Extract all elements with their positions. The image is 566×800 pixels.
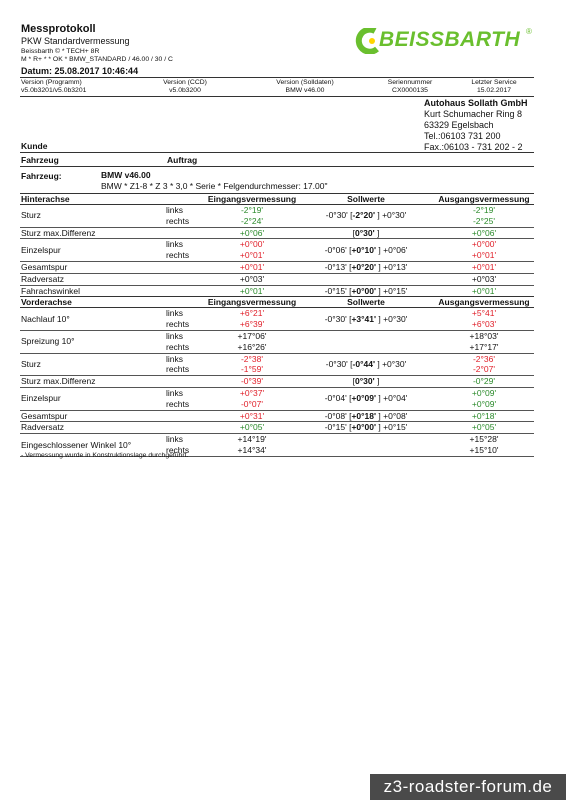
soll-value: -2°20' bbox=[352, 210, 375, 221]
eingang-value: -0°39' bbox=[240, 376, 264, 387]
ausgang-value: +0°09' bbox=[471, 388, 497, 398]
col-ausgang: Ausgangsvermessung bbox=[438, 194, 530, 204]
ausgang-value: +17°17' bbox=[469, 341, 499, 352]
fahrzeug-details: BMW * Z1-8 * Z 3 * 3,0 * Serie * Felgendurchmesser: 17.00" bbox=[101, 181, 328, 191]
soll-max: +0°08' bbox=[383, 410, 408, 421]
row-name: Fahrachswinkel bbox=[21, 285, 81, 296]
ausgang-value: +0°03' bbox=[471, 273, 497, 284]
fahrzeug-model: BMW v46.00 bbox=[101, 170, 151, 180]
side-label: links bbox=[166, 353, 184, 364]
ausgang-value: -2°25' bbox=[472, 215, 496, 226]
side-label: links bbox=[166, 308, 184, 319]
soll-min: -0°30' bbox=[324, 313, 347, 324]
version-label: Version (Programm) bbox=[21, 79, 82, 86]
soll-value: +0°00' bbox=[351, 285, 377, 296]
ausgang-value: +0°00' bbox=[471, 239, 497, 250]
ausgang-value: +0°01' bbox=[471, 262, 497, 272]
sollwert: -0°13' [+0°20' ] +0°13' bbox=[324, 261, 408, 272]
version-label: Seriennummer bbox=[387, 79, 433, 86]
footnote: - Vermessung wurde in Konstruktionslage durchgeführt. bbox=[21, 452, 189, 459]
soll-max: +0°06' bbox=[383, 244, 408, 255]
device-line: Beissbarth © * TECH+ 8R bbox=[21, 48, 100, 55]
side-label: rechts bbox=[166, 445, 190, 455]
soll-value: +0°20' bbox=[351, 261, 377, 272]
side-label: rechts bbox=[166, 319, 190, 330]
auftrag-label: Auftrag bbox=[167, 155, 198, 165]
version-label: Version (CCD) bbox=[163, 79, 207, 86]
program-line: M * R+ * * OK * BMW_STANDARD / 46.00 / 30 / C bbox=[21, 56, 173, 63]
beissbarth-logo bbox=[355, 27, 535, 55]
ausgang-value: +0°06' bbox=[471, 227, 497, 238]
soll-value: 0°30' bbox=[355, 376, 375, 387]
soll-max: +0°15' bbox=[383, 285, 408, 296]
side-label: rechts bbox=[166, 215, 190, 226]
brand-name: BEISSBARTH bbox=[379, 28, 521, 51]
col-soll: Sollwerte bbox=[347, 297, 385, 308]
ausgang-value: -0°29' bbox=[472, 376, 496, 387]
row-name: Gesamtspur bbox=[21, 261, 68, 272]
sollwert: -0°30' [-2°20' ] +0°30' bbox=[325, 210, 407, 221]
row-name: Eingeschlossener Winkel 10° bbox=[21, 439, 132, 450]
soll-max: +0°04' bbox=[383, 393, 408, 404]
soll-min: -0°15' bbox=[324, 285, 347, 296]
row-name: Nachlauf 10° bbox=[21, 313, 70, 324]
soll-min: -0°08' bbox=[324, 410, 347, 421]
ausgang-value: +18°03' bbox=[469, 331, 499, 341]
eingang-value: +6°39' bbox=[239, 319, 265, 330]
sollwert: -0°30' [+3°41' ] +0°30' bbox=[324, 313, 408, 324]
version-value: v5.0b3200 bbox=[169, 87, 201, 94]
version-value: BMW v46.00 bbox=[285, 87, 325, 94]
sollwert: -0°08' [+0°18' ] +0°08' bbox=[324, 410, 408, 421]
row-name: Radversatz bbox=[21, 422, 64, 433]
row-name: Einzelspur bbox=[21, 393, 61, 404]
ausgang-value: -2°07' bbox=[472, 364, 496, 375]
eingang-value: +0°05' bbox=[239, 422, 265, 433]
soll-value: 0°30' bbox=[355, 227, 375, 238]
soll-max: +0°30' bbox=[382, 210, 407, 221]
ausgang-value: +0°05' bbox=[471, 422, 497, 433]
version-label: Version (Solldaten) bbox=[276, 79, 334, 86]
ausgang-value: -2°36' bbox=[472, 353, 496, 364]
ausgang-value: -2°19' bbox=[472, 205, 496, 215]
side-label: links bbox=[166, 331, 184, 341]
eingang-value: +0°00' bbox=[239, 239, 265, 250]
row-name: Sturz max.Differenz bbox=[21, 227, 96, 238]
document-title: Messprotokoll bbox=[21, 23, 96, 35]
eingang-value: +0°01' bbox=[239, 285, 265, 296]
eingang-value: +14°19' bbox=[237, 434, 267, 445]
eingang-value: +0°37' bbox=[239, 388, 265, 398]
sollwert: -0°06' [+0°10' ] +0°06' bbox=[324, 244, 408, 255]
version-value: 15.02.2017 bbox=[476, 87, 512, 94]
row-name: Gesamtspur bbox=[21, 410, 68, 421]
soll-min: -0°30' bbox=[325, 210, 348, 221]
eingang-value: -0°07' bbox=[240, 398, 264, 409]
side-label: rechts bbox=[166, 398, 190, 409]
sollwert: -0°15' [+0°00' ] +0°15' bbox=[324, 285, 408, 296]
fahrzeug-heading: Fahrzeug bbox=[21, 155, 59, 165]
col-ausgang: Ausgangsvermessung bbox=[438, 297, 530, 308]
soll-min: -0°30' bbox=[325, 358, 348, 369]
eingang-value: +16°26' bbox=[237, 341, 267, 352]
soll-value: +0°18' bbox=[351, 410, 377, 421]
eingang-value: +14°34' bbox=[237, 445, 267, 455]
row-name: Spreizung 10° bbox=[21, 336, 75, 347]
ausgang-value: +5°41' bbox=[471, 308, 497, 319]
col-eingang: Eingangsvermessung bbox=[207, 194, 297, 204]
soll-max: +0°15' bbox=[383, 422, 408, 433]
soll-value: +0°00' bbox=[351, 422, 377, 433]
address-line: Autohaus Sollath GmbH bbox=[424, 98, 528, 108]
ausgang-value: +0°18' bbox=[471, 410, 497, 421]
address-line: Tel.:06103 731 200 bbox=[424, 131, 501, 141]
address-line: 63329 Egelsbach bbox=[424, 120, 494, 130]
soll-min: -0°15' bbox=[324, 422, 347, 433]
col-eingang: Eingangsvermessung bbox=[207, 297, 297, 308]
ausgang-value: +0°01' bbox=[471, 250, 497, 261]
kunde-label: Kunde bbox=[21, 141, 48, 151]
side-label: links bbox=[166, 239, 184, 250]
sollwert: -0°15' [+0°00' ] +0°15' bbox=[324, 422, 408, 433]
watermark: z3-roadster-forum.de bbox=[370, 774, 566, 800]
eingang-value: +0°31' bbox=[239, 410, 265, 421]
sollwert: -0°04' [+0°09' ] +0°04' bbox=[324, 393, 408, 404]
ausgang-value: +0°01' bbox=[471, 285, 497, 296]
soll-value: -0°44' bbox=[352, 358, 375, 369]
ausgang-value: +15°28' bbox=[469, 434, 499, 445]
eingang-value: +0°03' bbox=[239, 273, 265, 284]
row-name: Radversatz bbox=[21, 273, 64, 284]
address-line: Kurt Schumacher Ring 8 bbox=[424, 109, 523, 119]
soll-value: +3°41' bbox=[351, 313, 377, 324]
side-label: rechts bbox=[166, 341, 190, 352]
ausgang-value: +6°03' bbox=[471, 319, 497, 330]
datum: Datum: 25.08.2017 10:46:44 bbox=[21, 66, 139, 76]
side-label: rechts bbox=[166, 364, 190, 375]
eingang-value: +0°01' bbox=[239, 262, 265, 272]
fahrzeug-label: Fahrzeug: bbox=[21, 171, 62, 181]
eingang-value: -2°38' bbox=[240, 353, 264, 364]
vorderachse-title: Vorderachse bbox=[21, 297, 72, 308]
side-label: links bbox=[166, 388, 184, 398]
row-name: Sturz bbox=[21, 358, 41, 369]
row-name: Sturz bbox=[21, 210, 41, 221]
eingang-value: +17°06' bbox=[237, 331, 267, 341]
eingang-value: -1°59' bbox=[240, 364, 264, 375]
sollwert: [0°30' ] bbox=[352, 376, 380, 387]
soll-min: -0°04' bbox=[324, 393, 347, 404]
soll-max: +0°30' bbox=[383, 313, 408, 324]
address-line: Fax.:06103 - 731 202 - 2 bbox=[424, 142, 523, 152]
side-label: rechts bbox=[166, 250, 190, 261]
ausgang-value: +15°10' bbox=[469, 445, 499, 455]
sollwert: [0°30' ] bbox=[352, 227, 380, 238]
hinterachse-title: Hinterachse bbox=[21, 194, 70, 204]
eingang-value: -2°24' bbox=[240, 215, 264, 226]
eingang-value: +0°01' bbox=[239, 250, 265, 261]
soll-max: +0°13' bbox=[383, 261, 408, 272]
soll-max: +0°30' bbox=[382, 358, 407, 369]
soll-value: +0°10' bbox=[351, 244, 377, 255]
version-label: Letzter Service bbox=[471, 79, 517, 86]
brand-registered: ® bbox=[526, 27, 532, 36]
eingang-value: +6°21' bbox=[239, 308, 265, 319]
version-value: CX0000135 bbox=[392, 87, 428, 94]
col-soll: Sollwerte bbox=[347, 194, 385, 204]
eingang-value: +0°06' bbox=[239, 227, 265, 238]
side-label: links bbox=[166, 205, 184, 215]
soll-min: -0°13' bbox=[324, 261, 347, 272]
row-name: Einzelspur bbox=[21, 244, 61, 255]
soll-min: -0°06' bbox=[324, 244, 347, 255]
soll-value: +0°09' bbox=[351, 393, 377, 404]
version-value: v5.0b3201/v5.0b3201 bbox=[21, 87, 87, 94]
row-name: Sturz max.Differenz bbox=[21, 376, 96, 387]
document-subtitle: PKW Standardvermessung bbox=[21, 36, 130, 46]
sollwert: -0°30' [-0°44' ] +0°30' bbox=[325, 358, 407, 369]
ausgang-value: +0°09' bbox=[471, 398, 497, 409]
eingang-value: -2°19' bbox=[240, 205, 264, 215]
side-label: links bbox=[166, 434, 184, 445]
